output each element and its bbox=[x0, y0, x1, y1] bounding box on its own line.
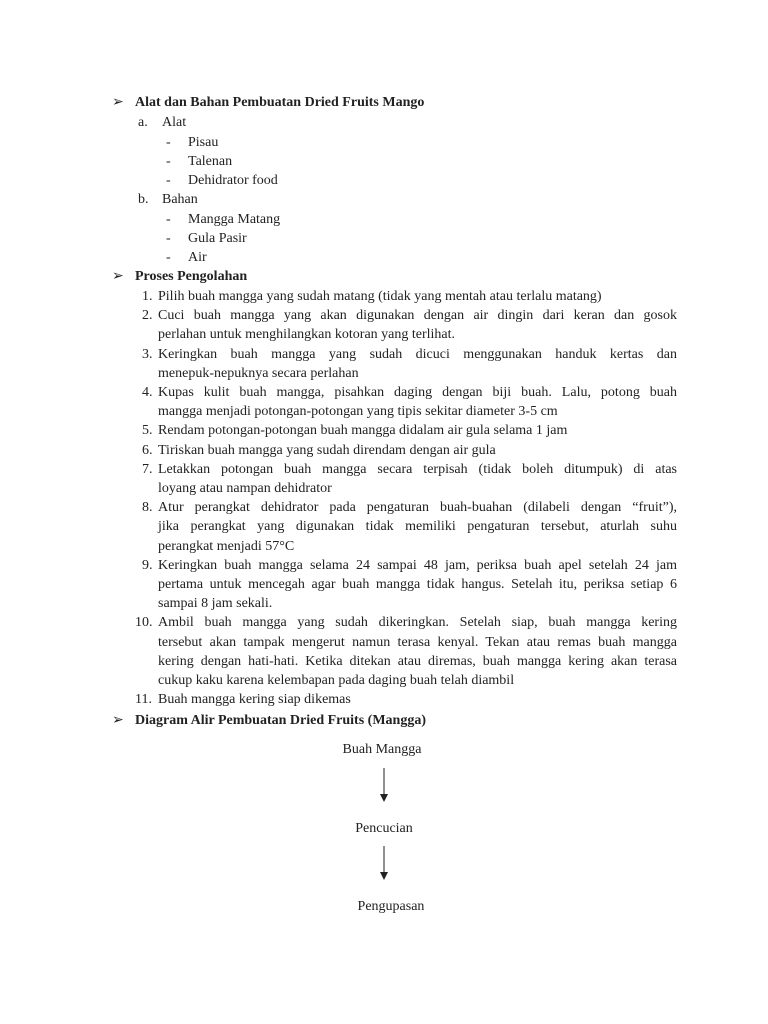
section1-bullet-icon: ➢ bbox=[112, 95, 124, 110]
dash: - bbox=[166, 135, 171, 150]
dash: - bbox=[166, 173, 171, 188]
step-text-line: Letakkan potongan buah mangga secara terpisah (tidak boleh ditumpuk) di atas bbox=[158, 461, 677, 477]
step-number: 1. bbox=[142, 289, 153, 304]
step-number: 4. bbox=[142, 385, 153, 400]
step-text-line: perangkat menjadi 57°C bbox=[158, 538, 295, 554]
step-text-line: kering dengan hati-hati. Ketika ditekan atau diremas, buah mangga kering akan terasa bbox=[158, 653, 677, 669]
step-text-line: mangga menjadi potongan-potongan yang tipis sekitar diameter 3-5 cm bbox=[158, 404, 558, 420]
step-text-line: Kupas kulit buah mangga, pisahkan daging dengan biji buah. Lalu, potong buah bbox=[158, 385, 677, 400]
list-item: Talenan bbox=[188, 154, 233, 169]
group-b-marker: b. bbox=[138, 192, 149, 207]
dash: - bbox=[166, 231, 171, 246]
step-number: 6. bbox=[142, 442, 153, 458]
flow-arrow-icon bbox=[377, 767, 391, 803]
step-number: 9. bbox=[142, 557, 153, 573]
step-text-line: jika perangkat yang digunakan tidak memiliki pengaturan tersebut, aturlah suhu bbox=[158, 519, 677, 535]
list-item: Mangga Matang bbox=[188, 212, 281, 227]
flow-step-pencucian: Pencucian bbox=[355, 821, 413, 836]
step-text-line: Buah mangga kering siap dikemas bbox=[158, 692, 351, 708]
group-b-label: Bahan bbox=[162, 192, 198, 207]
step-number: 11. bbox=[135, 692, 152, 708]
group-a-marker: a. bbox=[138, 115, 148, 130]
section2-bullet-icon: ➢ bbox=[112, 269, 124, 284]
section1-title: Alat dan Bahan Pembuatan Dried Fruits Mango bbox=[135, 95, 425, 110]
step-text-line: Rendam potongan-potongan buah mangga didalam air gula selama 1 jam bbox=[158, 423, 568, 439]
section3-title: Diagram Alir Pembuatan Dried Fruits (Mangga) bbox=[135, 713, 426, 728]
list-item: Pisau bbox=[188, 135, 219, 150]
step-text-line: Atur perangkat dehidrator pada pengaturan buah-buahan (dilabeli dengan “fruit”), bbox=[158, 500, 677, 516]
step-text-line: loyang atau nampan dehidrator bbox=[158, 481, 332, 496]
step-text-line: Cuci buah mangga yang akan digunakan dengan air dingin dari keran dan gosok bbox=[158, 308, 677, 324]
list-item: Dehidrator food bbox=[188, 173, 278, 188]
step-number: 8. bbox=[142, 500, 153, 516]
step-text-line: cukup kaku karena kelembapan pada daging buah telah diambil bbox=[158, 673, 515, 688]
section3-bullet-icon: ➢ bbox=[112, 713, 124, 728]
step-number: 3. bbox=[142, 346, 153, 362]
step-text-line: Keringkan buah mangga selama 24 sampai 48 jam, periksa buah apel setelah 24 jam bbox=[158, 557, 677, 573]
dash: - bbox=[166, 154, 171, 169]
flow-step-pengupasan: Pengupasan bbox=[357, 899, 425, 914]
dash: - bbox=[166, 250, 171, 265]
step-text-line: pertama untuk mencegah agar buah mangga tidak hangus. Setelah itu, periksa setiap 6 bbox=[158, 577, 677, 592]
group-a-label: Alat bbox=[162, 115, 187, 130]
list-item: Gula Pasir bbox=[188, 231, 247, 246]
flow-step-buah-mangga: Buah Mangga bbox=[342, 742, 422, 757]
step-text-line: Tiriskan buah mangga yang sudah direndam dengan air gula bbox=[158, 442, 496, 458]
step-text-line: Keringkan buah mangga yang sudah dicuci menggunakan handuk kertas dan bbox=[158, 346, 677, 362]
step-text-line: sampai 8 jam sekali. bbox=[158, 596, 273, 612]
step-number: 2. bbox=[142, 308, 153, 324]
list-item: Air bbox=[188, 250, 207, 265]
step-text-line: perlahan untuk menghilangkan kotoran yang terlihat. bbox=[158, 327, 456, 343]
step-text-line: tersebut akan tampak mengerut namun terasa kenyal. Tekan atau remas buah mangga bbox=[158, 634, 677, 650]
step-text-line: Ambil buah mangga yang sudah dikeringkan. Setelah siap, buah mangga kering bbox=[158, 615, 677, 631]
dash: - bbox=[166, 212, 171, 227]
step-number: 5. bbox=[142, 423, 153, 439]
step-number: 7. bbox=[142, 461, 153, 477]
section2-title: Proses Pengolahan bbox=[135, 269, 248, 284]
step-number: 10. bbox=[135, 615, 153, 631]
flow-arrow-icon bbox=[377, 845, 391, 881]
step-text-line: menepuk-nepuknya secara perlahan bbox=[158, 365, 359, 381]
step-text-line: Pilih buah mangga yang sudah matang (tidak yang mentah atau terlalu matang) bbox=[158, 289, 602, 304]
